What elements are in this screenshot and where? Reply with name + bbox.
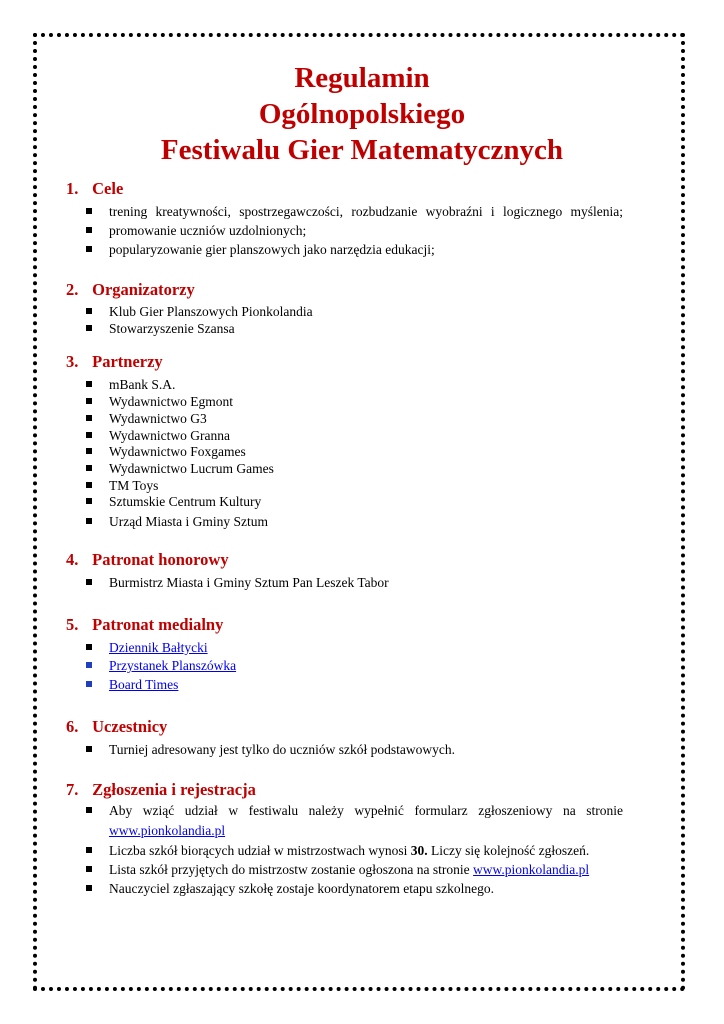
- section-title: Organizatorzy: [92, 280, 195, 299]
- square-bullet-icon: [86, 325, 92, 331]
- square-bullet-icon: [86, 807, 92, 813]
- title-line-1: Regulamin: [294, 62, 430, 94]
- link-pionkolandia[interactable]: www.pionkolandia.pl: [109, 823, 226, 838]
- square-bullet-icon: [86, 448, 92, 454]
- square-bullet-icon: [86, 415, 92, 421]
- section-number: 4.: [66, 550, 79, 569]
- square-bullet-icon: [86, 847, 92, 853]
- section-heading-zgloszenia: [66, 780, 256, 800]
- square-bullet-icon: [86, 246, 92, 252]
- section-number: 1.: [66, 179, 79, 198]
- section-number: 7.: [66, 780, 79, 799]
- square-bullet-icon: [86, 227, 92, 233]
- title-line-2: Ogólnopolskiego: [258, 98, 466, 130]
- square-bullet-icon: [86, 662, 92, 668]
- square-bullet-icon: [86, 866, 92, 872]
- square-bullet-icon: [86, 432, 92, 438]
- section-heading-partnerzy: [66, 352, 163, 372]
- square-bullet-icon: [86, 398, 92, 404]
- section-title: Patronat medialny: [92, 615, 224, 634]
- section-title: Patronat honorowy: [92, 550, 229, 569]
- square-bullet-icon: [86, 208, 92, 214]
- square-bullet-icon: [86, 498, 92, 504]
- section-heading-uczestnicy: [66, 717, 167, 737]
- section-number: 5.: [66, 615, 79, 634]
- section-number: 2.: [66, 280, 79, 299]
- square-bullet-icon: [86, 579, 92, 585]
- square-bullet-icon: [86, 746, 92, 752]
- link-przystanek-planszowka[interactable]: Przystanek Planszówka: [109, 658, 237, 673]
- section-number: 3.: [66, 352, 79, 371]
- square-bullet-icon: [86, 681, 92, 687]
- square-bullet-icon: [86, 381, 92, 387]
- square-bullet-icon: [86, 465, 92, 471]
- section-heading-organizatorzy: [66, 280, 195, 300]
- section-title: Uczestnicy: [92, 717, 168, 736]
- link-board-times[interactable]: Board Times: [109, 677, 179, 692]
- link-dziennik-baltycki[interactable]: Dziennik Bałtycki: [109, 640, 208, 655]
- section-title: Zgłoszenia i rejestracja: [92, 780, 256, 799]
- section-title: Cele: [92, 179, 124, 198]
- square-bullet-icon: [86, 644, 92, 650]
- square-bullet-icon: [86, 518, 92, 524]
- participant-limit: 30.: [410, 843, 428, 858]
- section-heading-patronat-medialny: [66, 615, 223, 635]
- link-pionkolandia[interactable]: www.pionkolandia.pl: [473, 862, 590, 877]
- section-heading-patronat-honorowy: [66, 550, 229, 570]
- document-title: [0, 60, 724, 168]
- title-line-3: Festiwalu Gier Matematycznych: [160, 134, 564, 166]
- section-title: Partnerzy: [92, 352, 163, 371]
- square-bullet-icon: [86, 482, 92, 488]
- section-heading-cele: [66, 179, 123, 199]
- square-bullet-icon: [86, 308, 92, 314]
- section-number: 6.: [66, 717, 79, 736]
- square-bullet-icon: [86, 885, 92, 891]
